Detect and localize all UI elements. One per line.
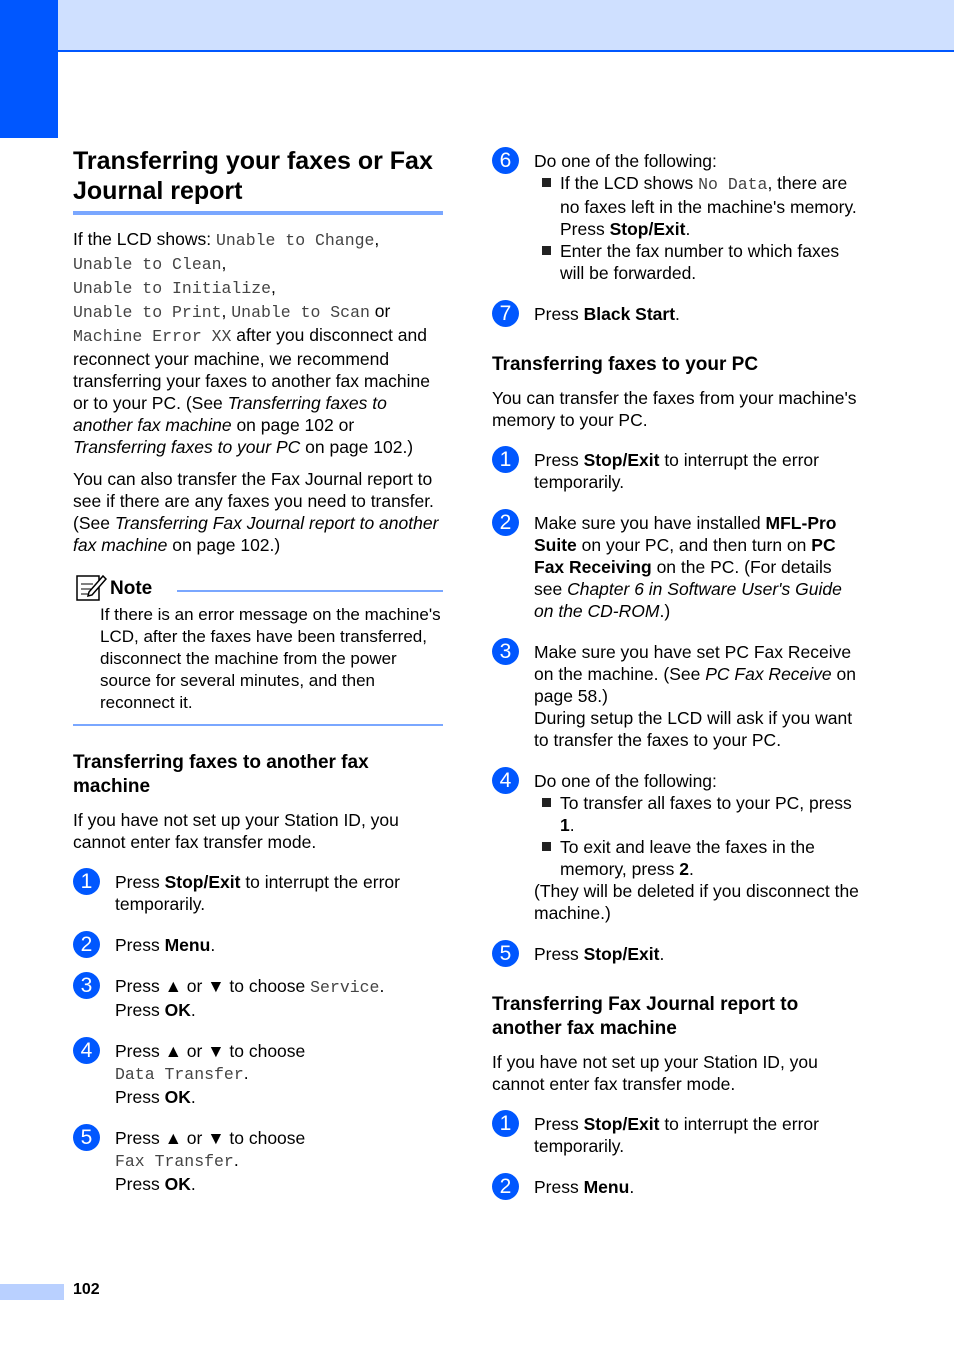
bullet-square-icon xyxy=(542,246,551,255)
step-number-badge: 5 xyxy=(492,940,519,967)
step-1: 1 Press Stop/Exit to interrupt the error temporarily. xyxy=(492,1113,862,1157)
step-number-badge: 2 xyxy=(492,1173,519,1200)
subsection-title: Transferring Fax Journal report to another fax machine xyxy=(492,994,799,1039)
step-number-badge: 4 xyxy=(73,1037,100,1064)
step-4: 4 Do one of the following: To transfer all faxes to your PC, press 1. To exit and leave the faxes in the memory, press 2. (They will be deleted if you disconnect the machine.) xyxy=(492,770,862,924)
header-band xyxy=(58,0,954,52)
chapter-tab xyxy=(0,0,58,138)
step-number-badge: 4 xyxy=(492,767,519,794)
step-5: 5 Press ▲ or ▼ to choose Fax Transfer. Press OK. xyxy=(73,1127,443,1195)
step-number-badge: 2 xyxy=(492,509,519,536)
step-5: 5 Press Stop/Exit. xyxy=(492,943,862,965)
step-number-badge: 3 xyxy=(73,972,100,999)
bullet-item: To transfer all faxes to your PC, press 1. xyxy=(534,792,862,836)
step-3: 3 Make sure you have set PC Fax Receive on the machine. (See PC Fax Receive on page 58.) During setup the LCD will ask if you want to transfer the faxes to your PC. xyxy=(492,641,862,751)
bullet-item: Enter the fax number to which faxes will be forwarded. xyxy=(534,240,862,284)
step-1: 1 Press Stop/Exit to interrupt the error temporarily. xyxy=(492,449,862,493)
bullet-square-icon xyxy=(542,798,551,807)
page-number: 102 xyxy=(73,1281,100,1298)
step-6: 6 Do one of the following: If the LCD shows No Data, there are no faxes left in the machine's memory. Press Stop/Exit. Enter the fax number to which faxes will be forwarded. xyxy=(492,150,862,284)
subsection-intro: If you have not set up your Station ID, you cannot enter fax transfer mode. xyxy=(492,1052,818,1094)
subsection-title: Transferring faxes to another fax machine xyxy=(73,752,369,797)
step-number-badge: 1 xyxy=(492,446,519,473)
intro-paragraph: If the LCD shows: Unable to Change, Unable to Clean, Unable to Initialize, Unable to Print, Unable to Scan or Machine Error XX after you disconnect and reconnect your machine, we recommend transferring your faxes to another fax machine or to your PC. (See Transferring faxes to another fax machine on page 102 or Transferring faxes to your PC on page 102.) xyxy=(73,229,430,457)
step-2: 2 Press Menu. xyxy=(492,1176,862,1198)
step-2: 2 Make sure you have installed MFL-Pro Suite on your PC, and then turn on PC Fax Receiving on the PC. (For details see Chapter 6 in Software User's Guide on the CD-ROM.) xyxy=(492,512,862,622)
note-divider xyxy=(177,590,443,592)
section-title: Transferring your faxes or Fax Journal report xyxy=(73,146,443,215)
step-3: 3 Press ▲ or ▼ to choose Service. Press OK. xyxy=(73,975,443,1021)
bullet-item: If the LCD shows No Data, there are no faxes left in the machine's memory. Press Stop/Exit. xyxy=(534,172,862,240)
step-number-badge: 7 xyxy=(492,300,519,327)
step-number-badge: 2 xyxy=(73,931,100,958)
step-2: 2 Press Menu. xyxy=(73,934,443,956)
step-number-badge: 1 xyxy=(73,868,100,895)
step-7: 7 Press Black Start. xyxy=(492,303,862,325)
step-number-badge: 5 xyxy=(73,1124,100,1151)
left-column xyxy=(73,146,443,1195)
note-box xyxy=(73,572,443,726)
bullet-square-icon xyxy=(542,178,551,187)
step-number-badge: 3 xyxy=(492,638,519,665)
bullet-item: To exit and leave the faxes in the memory, press 2. xyxy=(534,836,862,880)
intro-paragraph-2: You can also transfer the Fax Journal report to see if there are any faxes you need to transfer. (See Transferring Fax Journal report to another fax machine on page 102.) xyxy=(73,469,439,555)
note-title: Note xyxy=(110,578,153,599)
note-pencil-icon xyxy=(75,572,107,602)
subsection-intro: You can transfer the faxes from your machine's memory to your PC. xyxy=(492,388,857,430)
step-number-badge: 6 xyxy=(492,147,519,174)
step-4: 4 Press ▲ or ▼ to choose Data Transfer. Press OK. xyxy=(73,1040,443,1108)
bullet-square-icon xyxy=(542,842,551,851)
step-number-badge: 1 xyxy=(492,1110,519,1137)
subsection-title: Transferring faxes to your PC xyxy=(492,354,759,375)
footer-bar xyxy=(0,1284,64,1300)
right-column xyxy=(492,146,862,1198)
step-1: 1 Press Stop/Exit to interrupt the error temporarily. xyxy=(73,871,443,915)
subsection-intro: If you have not set up your Station ID, you cannot enter fax transfer mode. xyxy=(73,810,399,852)
note-text: If there is an error message on the machine's LCD, after the faxes have been transferred, disconnect the machine from the power source for several minutes, and then reconnect it. xyxy=(100,605,441,712)
